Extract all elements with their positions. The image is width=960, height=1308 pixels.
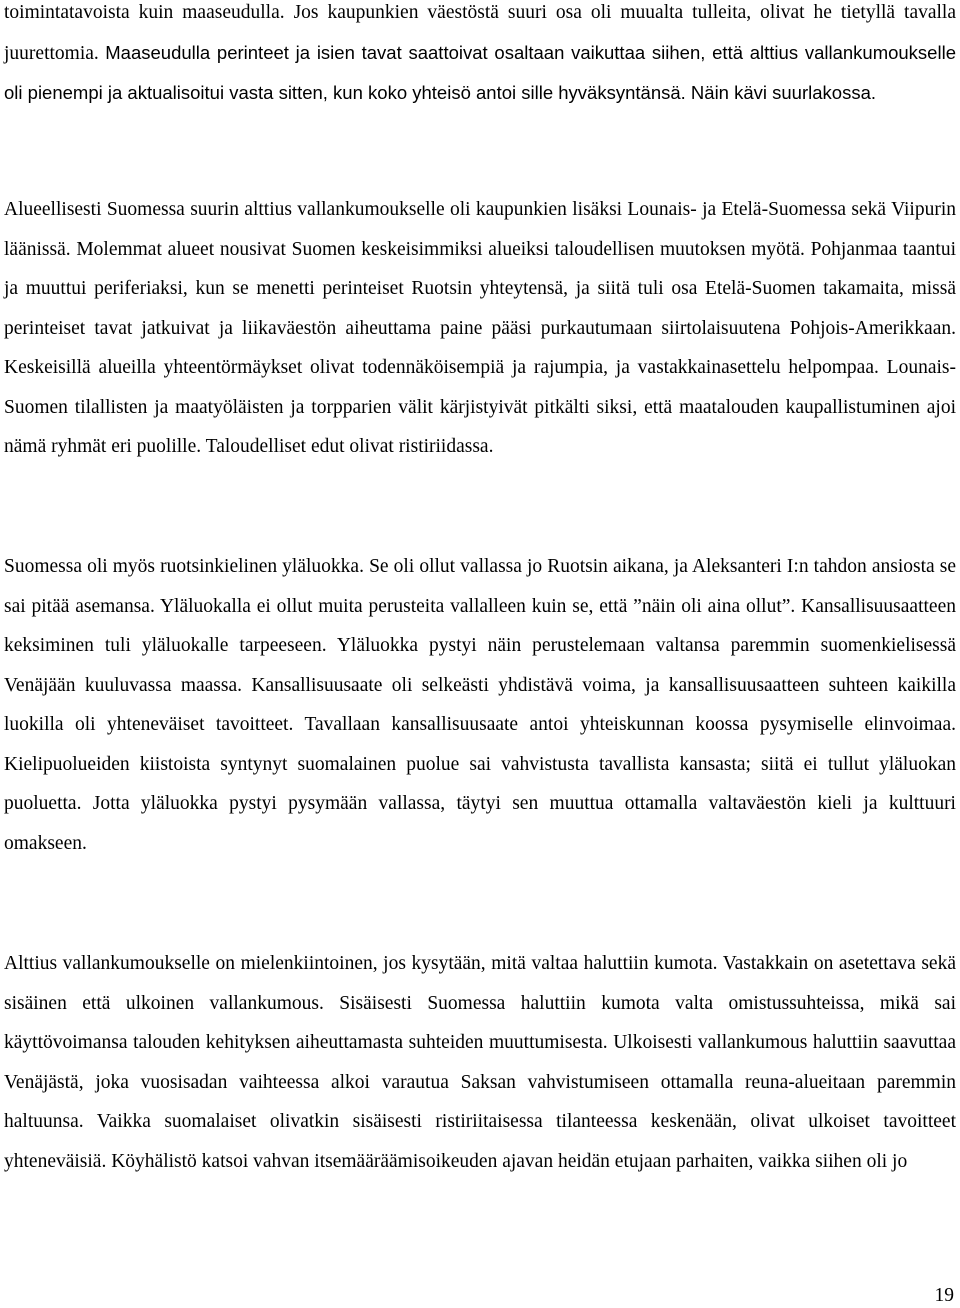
sentence: Suomessa oli myös ruotsinkielinen yläluokka.	[4, 556, 370, 577]
sentence: Molemmat alueet nousivat Suomen keskeisimmiksi alueiksi taloudellisen muutoksen myötä.	[76, 238, 811, 260]
sentence: toimintatavoista kuin maaseudulla.	[4, 2, 294, 23]
sentence: Tavallaan kansallisuusaate antoi yhteiskunnan koossa pysymiselle elinvoimaa.	[304, 714, 956, 735]
paragraph-2	[4, 190, 956, 467]
sentence: Pohjanmaa taantui ja muuttui periferiaksi, kun se menetti perinteiset Ruotsin yhteytensä, ja siitä tuli osa Etelä-Suomen takamaita, missä perinteiset tavat jatkuivat ja liikaväestön aiheuttama paine pääsi purkautumaan siirtolaisuutena Pohjois-Amerikkaan.	[4, 238, 956, 339]
sentence: Näin kävi suurlakossa.	[690, 82, 877, 103]
sentence: Vaikka suomalaiset olivatkin sisäisesti ristiriitaisessa tilanteessa keskenään, olivat ulkoiset tavoitteet yhteneväisiä.	[4, 1111, 956, 1172]
sentence: Keskeisillä alueilla yhteentörmäykset olivat todennäköisempiä ja rajumpia, ja vastakkainasettelu helpompaa.	[4, 357, 887, 378]
sentence: Alueellisesti Suomessa suurin alttius vallankumoukselle oli kaupunkien lisäksi Lounais- ja Etelä-Suomessa sekä Viipurin läänissä.	[4, 199, 956, 260]
sentence: Köyhälistö katsoi vahvan itsemääräämisoikeuden ajavan heidän etujaan parhaiten, vaikka siihen oli jo	[111, 1150, 908, 1172]
paragraph-3	[4, 547, 956, 863]
sentence: Maaseudulla perinteet ja isien tavat saattoivat osaltaan vaikuttaa siihen, että alttius vallankumoukselle oli pienempi ja aktualisoitui vasta sitten, kun koko yhteisö antoi sille hyväksyntänsä.	[4, 41, 956, 103]
sentence: Sisäisesti Suomessa haluttiin kumota valta omistussuhteissa, mikä sai käyttövoimansa talouden kehityksen aiheuttamasta suhteiden muuttumisesta.	[4, 992, 956, 1053]
paragraph-4	[4, 944, 956, 1181]
sentence: Kansallisuusaatteen keksiminen tuli yläluokalle tarpeeseen.	[4, 595, 956, 656]
paragraph-1	[4, 0, 956, 114]
sentence: Vastakkain on asetettava sekä sisäinen että ulkoinen vallankumous.	[4, 953, 956, 1014]
sentence: Alttius vallankumoukselle on mielenkiintoinen, jos kysytään, mitä valtaa haluttiin kumota.	[4, 953, 723, 974]
sentence: Se oli ollut vallassa jo Ruotsin aikana, ja Aleksanteri I:n tahdon ansiosta se sai pitää asemansa.	[4, 556, 957, 617]
sentence: Kielipuolueiden kiistoista syntynyt suomalainen puolue sai vahvistusta tavallista kansasta; siitä ei tullut yläluokan puoluetta.	[4, 753, 956, 814]
sentence: Jotta yläluokka pystyi pysymään vallassa, täytyi sen muuttua ottamalla valtaväestön kieli ja kulttuuri omakseen.	[4, 793, 956, 854]
sentence: Kansallisuusaate oli selkeästi yhdistävä voima, ja kansallisuusaatteen suhteen kaikilla luokilla oli yhteneväiset tavoitteet.	[4, 674, 956, 735]
sentence: Ulkoisesti vallankumous haluttiin saavuttaa Venäjästä, joka vuosisadan vaihteessa alkoi varautua Saksan vahvistumiseen ottamalla reuna-alueitaan paremmin haltuunsa.	[4, 1032, 956, 1132]
sentence: Taloudelliset edut olivat ristiriidassa.	[205, 436, 494, 457]
page-number: 19	[934, 1285, 954, 1306]
sentence: Yläluokka pystyi näin perustelemaan valtansa paremmin suomenkielisessä Venäjään kuuluvassa maassa.	[4, 635, 956, 696]
sentence: Jos kaupunkien väestöstä suuri osa oli muualta tulleita, olivat he tietyllä tavalla juurettomia.	[4, 2, 957, 64]
sentence: Yläluokalla ei ollut muita perusteita vallalleen kuin se, että ”näin oli aina ollut”.	[159, 595, 802, 617]
document-page	[4, 0, 956, 1308]
sentence: Lounais-Suomen tilallisten ja maatyöläisten ja torpparien välit kärjistyivät pitkälti siksi, että maatalouden kaupallistuminen ajoi nämä ryhmät eri puolille.	[4, 357, 956, 457]
